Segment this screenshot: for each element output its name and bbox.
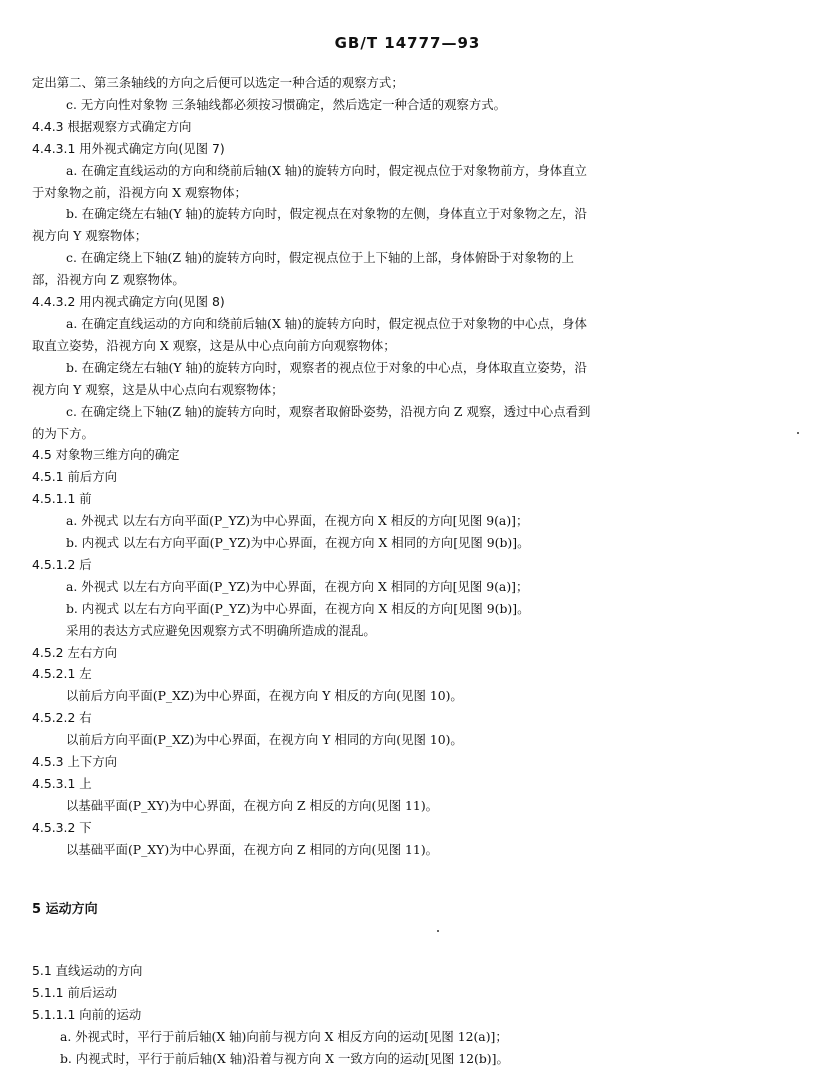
text-line: 4.5.1.2 后 [32, 556, 92, 572]
text-line: 的为下方。 [32, 425, 94, 441]
text-line: 部，沿视方向 Z 观察物体。 [32, 272, 185, 288]
document-body [32, 72, 664, 1070]
scan-speck [797, 432, 799, 434]
scan-speck [437, 930, 439, 932]
text-line: 4.5.2 左右方向 [32, 644, 118, 660]
text-line: 4.5.3 上下方向 [32, 754, 118, 770]
spacer [32, 934, 664, 948]
text-line: 5.1.1 前后运动 [32, 985, 118, 1000]
text-line: a. 在确定直线运动的方向和绕前后轴(X 轴)的旋转方向时，假定视点位于对象物前方，身体直立 [66, 162, 587, 178]
text-line: 以前后方向平面(P_XZ)为中心界面，在视方向 Y 相反的方向(见图 10)。 [66, 688, 463, 704]
text-line: 以基础平面(P_XY)为中心界面，在视方向 Z 相同的方向(见图 11)。 [66, 841, 439, 857]
text-line: 4.4.3 根据观察方式确定方向 [32, 118, 192, 134]
text-line: 以基础平面(P_XY)为中心界面，在视方向 Z 相反的方向(见图 11)。 [66, 797, 439, 813]
text-line: c. 在确定绕上下轴(Z 轴)的旋转方向时，观察者取俯卧姿势，沿视方向 Z 观察，透过中心点看到 [66, 403, 591, 419]
text-line: 4.5.1 前后方向 [32, 469, 118, 485]
text-line: b. 内视式 以左右方向平面(P_YZ)为中心界面，在视方向 X 相反的方向[见图 9(b)]。 [66, 600, 530, 616]
text-line: 4.4.3.2 用内视式确定方向(见图 8) [32, 294, 225, 310]
text-line: 4.5.1.1 前 [32, 491, 92, 507]
text-line: 5 运动方向 [32, 902, 98, 918]
text-line: 取直立姿势，沿视方向 X 观察，这是从中心点向前方向观察物体； [32, 337, 396, 353]
text-line: 5.1 直线运动的方向 [32, 963, 143, 979]
standard-number-header: GB/T 14777—93 [334, 34, 481, 52]
text-line: a. 外视式 以左右方向平面(P_YZ)为中心界面，在视方向 X 相反的方向[见图 9(a)]； [66, 513, 529, 529]
text-line: 定出第二、第三条轴线的方向之后便可以选定一种合适的观察方式； [32, 75, 404, 90]
text-line: c. 在确定绕上下轴(Z 轴)的旋转方向时，假定视点位于上下轴的上部，身体俯卧于对象物的上 [66, 250, 574, 266]
text-line: 4.5 对象物三维方向的确定 [32, 447, 180, 463]
text-line: 于对象物之前，沿视方向 X 观察物体； [32, 184, 247, 200]
text-line: a. 在确定直线运动的方向和绕前后轴(X 轴)的旋转方向时，假定视点位于对象物的中心点，身体 [66, 315, 587, 331]
text-line: b. 内视式 以左右方向平面(P_YZ)为中心界面，在视方向 X 相同的方向[见图 9(b)]。 [66, 535, 530, 551]
text-line: 视方向 Y 观察物体； [32, 228, 148, 244]
text-line: b. 在确定绕左右轴(Y 轴)的旋转方向时，假定视点在对象物的左侧，身体直立于对象物之左，沿 [66, 206, 587, 222]
text-line: b. 在确定绕左右轴(Y 轴)的旋转方向时，观察者的视点位于对象的中心点，身体取直立姿势，沿 [66, 359, 587, 375]
text-line: 4.5.2.2 右 [32, 710, 92, 726]
text-line: 以前后方向平面(P_XZ)为中心界面，在视方向 Y 相同的方向(见图 10)。 [66, 732, 463, 748]
text-line: c. 无方向性对象物 三条轴线都必须按习惯确定，然后选定一种合适的观察方式。 [66, 96, 507, 112]
spacer [32, 873, 664, 887]
text-line: a. 外视式时，平行于前后轴(X 轴)向前与视方向 X 相反方向的运动[见图 12(a)]； [60, 1028, 508, 1044]
text-line: 4.4.3.1 用外视式确定方向(见图 7) [32, 140, 225, 156]
text-line: b. 内视式时，平行于前后轴(X 轴)沿着与视方向 X 一致方向的运动[见图 12(b)]。 [60, 1050, 509, 1066]
text-line: 4.5.2.1 左 [32, 666, 92, 682]
text-line: a. 外视式 以左右方向平面(P_YZ)为中心界面，在视方向 X 相同的方向[见图 9(a)]； [66, 578, 529, 594]
text-line: 视方向 Y 观察，这是从中心点向右观察物体； [32, 381, 284, 397]
text-line: 5.1.1.1 向前的运动 [32, 1006, 142, 1022]
text-line: 采用的表达方式应避免因观察方式不明确所造成的混乱。 [66, 622, 376, 638]
text-line: 4.5.3.2 下 [32, 819, 92, 835]
text-line: 4.5.3.1 上 [32, 776, 92, 791]
